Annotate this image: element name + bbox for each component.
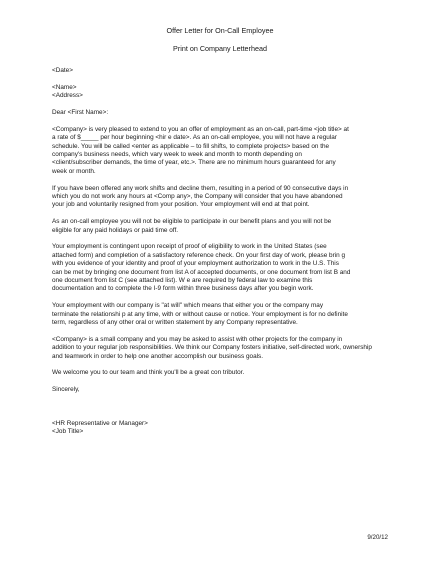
closing: Sincerely,: [52, 386, 80, 394]
letterhead-note: Print on Company Letterhead: [173, 44, 267, 53]
paragraph-offer: <Company> is very pleased to extend to you an offer of employment as an on-call, part-time <job title> at a rate of $_____ per hour beginning <hir e date>. As an on-call employee, you will not have a regular schedule. You will be called <enter as applicable – to fill shifts, to complete projects> based on the company's business needs, which vary week to week and month to month depending on <client/subscriber demands, the time of year, etc.>. There are no minimum hours guaranteed for any week or month.: [52, 125, 349, 175]
paragraph-at-will: Your employment with our company is "at will" which means that either you or the company may terminate the relationshi p at any time, with or without cause or notice. Your employment is for no definite term, regardless of any other oral or written statement by any Company representative.: [52, 302, 348, 327]
date-placeholder: <Date>: [52, 67, 73, 74]
signer-name: <HR Representative or Manager>: [52, 419, 148, 427]
recipient-address: <Address>: [52, 92, 83, 100]
paragraph-welcome: We welcome you to our team and think you'll be a great con tributor.: [52, 369, 245, 377]
document-title: Offer Letter for On-Call Employee: [166, 26, 274, 35]
paragraph-benefits: As an on-call employee you will not be eligible to participate in our benefit plans and you will not be eligible for any paid holidays or paid time off.: [52, 218, 332, 234]
revision-date: 9/20/12: [367, 534, 388, 541]
paragraph-eligibility: Your employment is contingent upon receipt of proof of eligibility to work in the United States (see attached form) and completion of a satisfactory reference check. On your first day of work, please brin g with you evidence of your identity and proof of your employment authorization to work in the U.S. This can be met by bringing one document from list A of accepted documents, or one document from list B and one document from list C (see attached list). W e are required by federal law to examine this documentation and to complete the I-9 form within three business days after you begin work.: [52, 243, 351, 293]
signature-space: [52, 403, 390, 420]
letter-body: [52, 67, 390, 445]
paragraph-abandonment: If you have been offered any work shifts and decline them, resulting in a period of 90 consecutive days in which you do not work any hours at <Comp any>, the Company will consider that you have abandoned your job and voluntarily resigned from your position. Your employment will end at that point.: [52, 184, 349, 209]
signer-title: <Job Title>: [52, 428, 84, 436]
paragraph-small-company: <Company> is a small company and you may be asked to assist with other projects for the company in addition to your regular job responsibilities. We think our Company fosters initiative, self-directed work, ownership and teamwork in order to help one another accomplish our business goals.: [52, 335, 372, 360]
salutation: Dear <First Name>:: [52, 109, 109, 116]
recipient-name: <Name>: [52, 83, 77, 91]
